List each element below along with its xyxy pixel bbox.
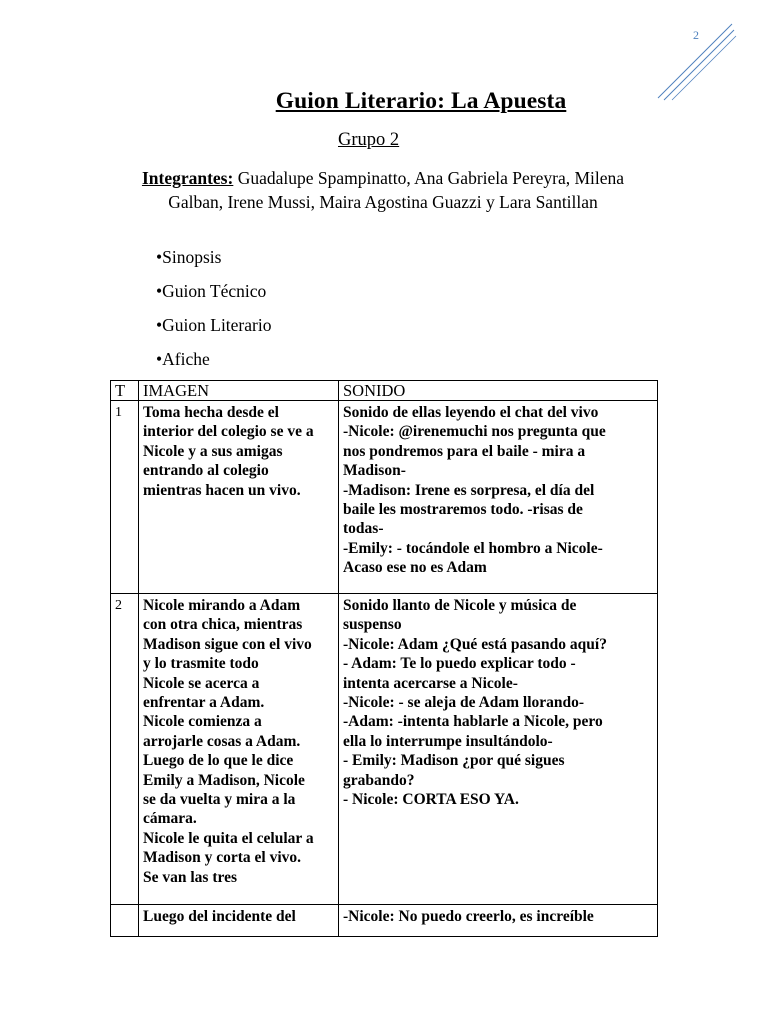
sections-list	[156, 245, 271, 381]
row-number: 2	[111, 594, 139, 905]
cell-line: -Emily: - tocándole el hombro a Nicole-	[343, 539, 603, 557]
cell-line: Nicole se acerca a	[143, 674, 260, 692]
cell-line: baile les mostraremos todo. -risas de	[343, 501, 583, 519]
cell-line: Luego del incidente del	[143, 908, 296, 925]
cell-line: Luego de lo que le dice	[143, 752, 294, 770]
cell-line: arrojarle cosas a Adam.	[143, 732, 301, 750]
header-t: T	[111, 381, 139, 401]
cell-line: nos pondremos para el baile - mira a	[343, 442, 586, 460]
cell-line: - Emily: Madison ¿por qué sigues	[343, 752, 565, 770]
image-description	[139, 401, 339, 594]
section-item: •Afiche	[156, 349, 210, 369]
members-list: Guadalupe Spampinatto, Ana Gabriela Pereyra, Milena Galban, Irene Mussi, Maira Agostina Guazzi y Lara Santillan	[168, 168, 625, 212]
cell-line: se da vuelta y mira a la	[143, 791, 296, 809]
cell-line: y lo trasmite todo	[143, 655, 259, 673]
script-table	[110, 380, 658, 937]
cell-line: Madison y corta el vivo.	[143, 849, 301, 867]
section-item: •Guion Literario	[156, 315, 272, 335]
section-item: •Guion Técnico	[156, 281, 267, 301]
cell-line: con otra chica, mientras	[143, 616, 303, 634]
sound-description	[339, 905, 658, 937]
row-number	[111, 905, 139, 937]
cell-line: interior del colegio se ve a	[143, 423, 314, 441]
cell-line: -Nicole: - se aleja de Adam llorando-	[343, 694, 585, 712]
cell-line: ella lo interrumpe insultándolo-	[343, 732, 553, 750]
sound-description	[339, 401, 658, 594]
cell-line: -Adam: -intenta hablarle a Nicole, pero	[343, 713, 603, 731]
cell-line: -Nicole: No puedo creerlo, es increíble	[343, 908, 594, 925]
cell-line: Madison-	[343, 462, 406, 480]
image-description	[139, 594, 339, 905]
table-row	[111, 594, 658, 905]
cell-line: intenta acercarse a Nicole-	[343, 674, 518, 692]
row-number: 1	[111, 401, 139, 594]
header-sound: SONIDO	[339, 381, 658, 401]
cell-line: Sonido de ellas leyendo el chat del vivo	[343, 404, 599, 421]
cell-line: suspenso	[343, 616, 402, 634]
document-title: Guion Literario: La Apuesta	[275, 88, 567, 114]
cell-line: Nicole y a sus amigas	[143, 442, 283, 460]
cell-line: grabando?	[343, 771, 415, 789]
table-row	[111, 401, 658, 594]
header-image: IMAGEN	[139, 381, 339, 401]
cell-line: mientras hacen un vivo.	[143, 481, 301, 499]
cell-line: -Madison: Irene es sorpresa, el día del	[343, 481, 595, 499]
table-row	[111, 905, 658, 937]
section-item: •Sinopsis	[156, 247, 222, 267]
cell-line: cámara.	[143, 810, 197, 828]
sound-description	[339, 594, 658, 905]
cell-line: Emily a Madison, Nicole	[143, 771, 305, 789]
cell-line: Nicole comienza a	[143, 713, 262, 731]
members-paragraph	[122, 167, 644, 214]
corner-line	[658, 24, 732, 98]
cell-line: entrando al colegio	[143, 462, 269, 480]
cell-line: Sonido llanto de Nicole y música de	[343, 597, 577, 614]
cell-line: Nicole le quita el celular a	[143, 829, 314, 847]
members-label: Integrantes:	[141, 168, 234, 188]
page-number: 2	[693, 28, 699, 42]
cell-line: -Nicole: Adam ¿Qué está pasando aquí?	[343, 635, 607, 653]
cell-line: enfrentar a Adam.	[143, 694, 265, 712]
cell-line: Se van las tres	[143, 868, 238, 886]
cell-line: Toma hecha desde el	[143, 404, 279, 421]
cell-line: Madison sigue con el vivo	[143, 635, 312, 653]
cell-line: -Nicole: @irenemuchi nos pregunta que	[343, 423, 606, 441]
cell-line: - Nicole: CORTA ESO YA.	[343, 791, 519, 809]
cell-line: - Adam: Te lo puedo explicar todo -	[343, 655, 576, 673]
image-description	[139, 905, 339, 937]
cell-line: Nicole mirando a Adam	[143, 597, 301, 614]
group-name: Grupo 2	[338, 130, 400, 150]
cell-line: todas-	[343, 520, 384, 538]
cell-line: Acaso ese no es Adam	[343, 559, 487, 577]
table-header-row	[111, 381, 658, 401]
